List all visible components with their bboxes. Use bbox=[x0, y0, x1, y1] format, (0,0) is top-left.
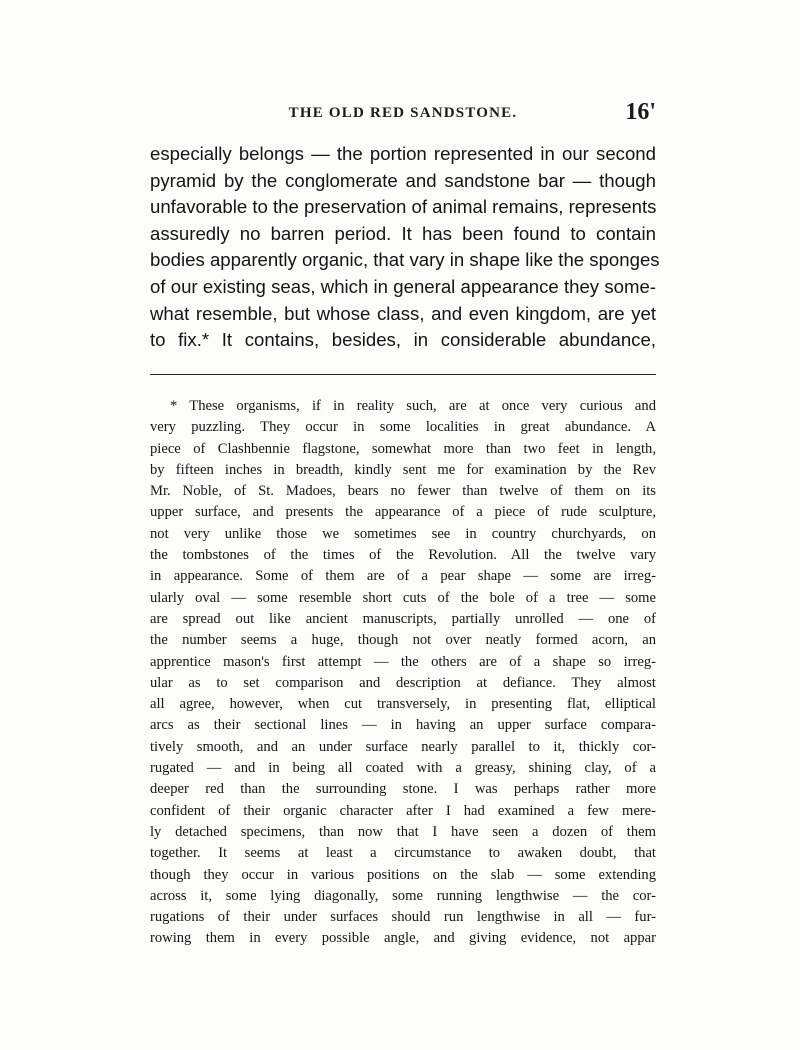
footnote-line: ly detached specimens, than now that I have seen a dozen of them bbox=[150, 823, 656, 840]
page-number: 16' bbox=[625, 99, 656, 125]
footnote bbox=[150, 396, 656, 950]
body-line: especially belongs — the portion represented in our second bbox=[150, 143, 656, 164]
footnote-line: tively smooth, and an under surface nearly parallel to it, thickly cor- bbox=[150, 738, 656, 755]
footnote-line: * These organisms, if in reality such, are at once very curious and bbox=[170, 398, 656, 414]
footnote-line: all agree, however, when cut transversely, in presenting flat, elliptical bbox=[150, 696, 656, 713]
footnote-line: rugations of their under surfaces should run lengthwise in all — fur- bbox=[150, 909, 656, 926]
footnote-line: Mr. Noble, of St. Madoes, bears no fewer than twelve of them on its bbox=[150, 483, 656, 500]
footnote-line: the tombstones of the times of the Revolution. All the twelve vary bbox=[150, 547, 656, 564]
footnote-line: rugated — and in being all coated with a greasy, shining clay, of a bbox=[150, 760, 656, 777]
footnote-line: together. It seems at least a circumstance to awaken doubt, that bbox=[150, 845, 656, 862]
footnote-line: not very unlike those we sometimes see in country churchyards, on bbox=[150, 525, 656, 542]
footnote-line: the number seems a huge, though not over neatly formed acorn, an bbox=[150, 632, 656, 649]
body-line: assuredly no barren period. It has been found to contain bbox=[150, 222, 656, 244]
body-line: unfavorable to the preservation of animal remains, represents bbox=[150, 196, 657, 218]
footnote-line: piece of Clashbennie flagstone, somewhat more than two feet in length, bbox=[150, 440, 656, 457]
footnote-line: ularly oval — some resemble short cuts of the bole of a tree — some bbox=[150, 589, 656, 606]
body-line: bodies apparently organic, that vary in shape like the sponges bbox=[150, 249, 660, 271]
body-line: pyramid by the conglomerate and sandstone bar — though bbox=[150, 169, 656, 191]
footnote-line: by fifteen inches in breadth, kindly sent me for examination by the Rev bbox=[150, 461, 656, 478]
footnote-line: ular as to set comparison and description at defiance. They almost bbox=[150, 674, 656, 691]
footnote-line: across it, some lying diagonally, some running lengthwise — the cor- bbox=[150, 887, 656, 904]
running-title: THE OLD RED SANDSTONE. bbox=[288, 105, 518, 121]
footnote-line: are spread out like ancient manuscripts, partially unrolled — one of bbox=[150, 610, 656, 627]
footnote-rule bbox=[150, 374, 656, 375]
footnote-line: confident of their organic character after I had examined a few mere- bbox=[150, 802, 656, 819]
footnote-line: rowing them in every possible angle, and giving evidence, not appar bbox=[150, 930, 656, 947]
footnote-line: deeper red than the surrounding stone. I was perhaps rather more bbox=[150, 781, 656, 798]
body-line: of our existing seas, which in general appearance they some- bbox=[150, 275, 656, 297]
footnote-line: though they occur in various positions on the slab — some extending bbox=[150, 866, 656, 883]
footnote-line: in appearance. Some of them are of a pear shape — some are irreg- bbox=[150, 568, 656, 585]
body-line: to fix.* It contains, besides, in considerable abundance, bbox=[150, 329, 656, 351]
body-line: what resemble, but whose class, and even kingdom, are yet bbox=[150, 302, 656, 324]
footnote-line: very puzzling. They occur in some localities in great abundance. A bbox=[150, 419, 656, 436]
footnote-line: upper surface, and presents the appearance of a piece of rude sculpture, bbox=[150, 504, 656, 521]
running-head bbox=[150, 101, 656, 125]
body-text bbox=[150, 141, 660, 354]
footnote-line: apprentice mason's first attempt — the others are of a shape so irreg- bbox=[150, 653, 656, 670]
footnote-line: arcs as their sectional lines — in having an upper surface compara- bbox=[150, 717, 656, 734]
